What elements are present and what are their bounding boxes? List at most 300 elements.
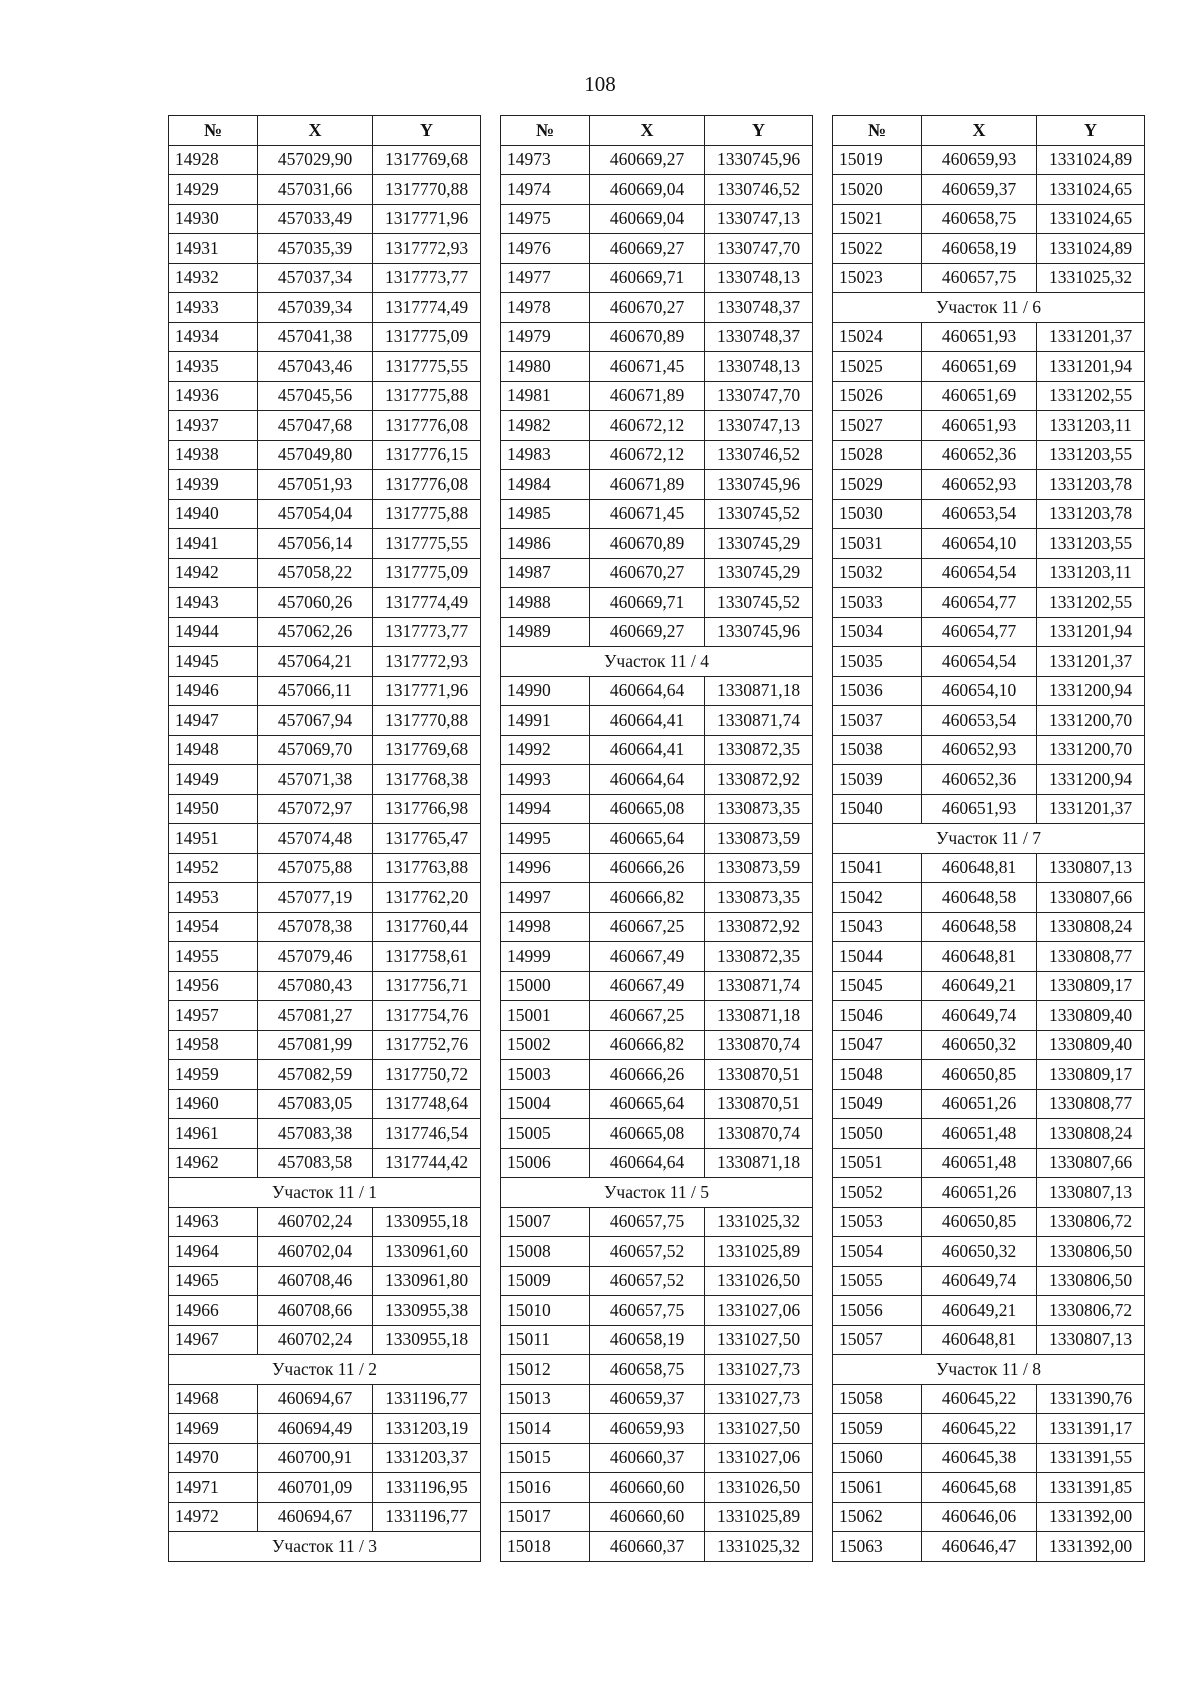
y-coordinate-cell: 1331201,94 [1037, 352, 1145, 382]
y-coordinate-cell: 1330748,37 [705, 293, 813, 323]
y-coordinate-cell: 1330807,66 [1037, 883, 1145, 913]
table-row [501, 1266, 813, 1296]
table-row [833, 1296, 1145, 1326]
y-coordinate-cell: 1331201,37 [1037, 647, 1145, 677]
x-coordinate-cell: 460669,27 [590, 617, 705, 647]
point-number-cell: 14960 [169, 1089, 258, 1119]
x-coordinate-cell: 460648,58 [922, 912, 1037, 942]
x-coordinate-cell: 460651,69 [922, 381, 1037, 411]
x-coordinate-cell: 457037,34 [258, 263, 373, 293]
coordinates-table-middle [500, 115, 813, 1562]
table-row [501, 440, 813, 470]
y-coordinate-cell: 1317766,98 [373, 794, 481, 824]
x-coordinate-cell: 460670,89 [590, 529, 705, 559]
section-label: Участок 11 / 2 [169, 1355, 481, 1385]
table-row [169, 411, 481, 441]
coordinates-table-left [168, 115, 481, 1562]
table-row [833, 1502, 1145, 1532]
y-coordinate-cell: 1330747,70 [705, 234, 813, 264]
y-coordinate-cell: 1331200,70 [1037, 735, 1145, 765]
table-row [833, 1414, 1145, 1444]
y-coordinate-cell: 1330870,74 [705, 1119, 813, 1149]
point-number-cell: 14988 [501, 588, 590, 618]
y-coordinate-cell: 1330873,35 [705, 794, 813, 824]
y-coordinate-cell: 1330872,35 [705, 735, 813, 765]
y-coordinate-cell: 1331202,55 [1037, 381, 1145, 411]
point-number-cell: 15034 [833, 617, 922, 647]
table-row [501, 1325, 813, 1355]
x-coordinate-cell: 460659,37 [922, 175, 1037, 205]
x-coordinate-cell: 457066,11 [258, 676, 373, 706]
table-row [501, 794, 813, 824]
point-number-cell: 14973 [501, 145, 590, 175]
section-label: Участок 11 / 8 [833, 1355, 1145, 1385]
x-coordinate-cell: 460654,77 [922, 617, 1037, 647]
table-row [169, 1266, 481, 1296]
table-row [833, 706, 1145, 736]
y-coordinate-cell: 1330746,52 [705, 175, 813, 205]
y-coordinate-cell: 1331025,32 [705, 1207, 813, 1237]
y-coordinate-cell: 1330872,35 [705, 942, 813, 972]
table-row [169, 1443, 481, 1473]
y-coordinate-cell: 1331025,89 [705, 1502, 813, 1532]
x-coordinate-cell: 457035,39 [258, 234, 373, 264]
point-number-cell: 14953 [169, 883, 258, 913]
y-coordinate-cell: 1317776,15 [373, 440, 481, 470]
point-number-cell: 15045 [833, 971, 922, 1001]
table-row [833, 411, 1145, 441]
table-row [169, 1473, 481, 1503]
section-label: Участок 11 / 6 [833, 293, 1145, 323]
table-row [501, 1532, 813, 1562]
table-row [501, 529, 813, 559]
x-coordinate-cell: 460702,24 [258, 1325, 373, 1355]
table-row [501, 1473, 813, 1503]
point-number-cell: 14957 [169, 1001, 258, 1031]
y-coordinate-cell: 1330871,74 [705, 706, 813, 736]
y-coordinate-cell: 1317775,09 [373, 322, 481, 352]
table-row [833, 1237, 1145, 1267]
section-label: Участок 11 / 1 [169, 1178, 481, 1208]
point-number-cell: 14982 [501, 411, 590, 441]
x-coordinate-cell: 460645,38 [922, 1443, 1037, 1473]
point-number-cell: 15023 [833, 263, 922, 293]
y-coordinate-cell: 1317769,68 [373, 735, 481, 765]
y-coordinate-cell: 1330808,24 [1037, 912, 1145, 942]
point-number-cell: 14970 [169, 1443, 258, 1473]
y-coordinate-cell: 1331026,50 [705, 1473, 813, 1503]
point-number-cell: 14998 [501, 912, 590, 942]
y-coordinate-cell: 1330745,96 [705, 617, 813, 647]
table-row [169, 676, 481, 706]
point-number-cell: 14942 [169, 558, 258, 588]
table-row [833, 735, 1145, 765]
x-coordinate-cell: 460654,77 [922, 588, 1037, 618]
x-coordinate-cell: 460671,89 [590, 381, 705, 411]
point-number-cell: 15008 [501, 1237, 590, 1267]
point-number-cell: 15063 [833, 1532, 922, 1562]
y-coordinate-cell: 1317775,88 [373, 381, 481, 411]
point-number-cell: 15036 [833, 676, 922, 706]
y-coordinate-cell: 1317775,88 [373, 499, 481, 529]
table-row [833, 942, 1145, 972]
y-coordinate-cell: 1331025,32 [1037, 263, 1145, 293]
point-number-cell: 15020 [833, 175, 922, 205]
x-coordinate-cell: 460669,71 [590, 263, 705, 293]
point-number-cell: 15009 [501, 1266, 590, 1296]
column-header-y: Y [373, 116, 481, 146]
y-coordinate-cell: 1317760,44 [373, 912, 481, 942]
y-coordinate-cell: 1331392,00 [1037, 1532, 1145, 1562]
table-row [501, 381, 813, 411]
table-row [169, 1089, 481, 1119]
x-coordinate-cell: 460645,68 [922, 1473, 1037, 1503]
table-row [169, 1119, 481, 1149]
point-number-cell: 14997 [501, 883, 590, 913]
x-coordinate-cell: 460708,46 [258, 1266, 373, 1296]
point-number-cell: 15044 [833, 942, 922, 972]
table-row [169, 175, 481, 205]
section-row [833, 1355, 1145, 1385]
y-coordinate-cell: 1330747,70 [705, 381, 813, 411]
y-coordinate-cell: 1331200,70 [1037, 706, 1145, 736]
x-coordinate-cell: 457074,48 [258, 824, 373, 854]
y-coordinate-cell: 1331025,32 [705, 1532, 813, 1562]
x-coordinate-cell: 460652,93 [922, 735, 1037, 765]
point-number-cell: 15015 [501, 1443, 590, 1473]
table-row [501, 617, 813, 647]
x-coordinate-cell: 460671,45 [590, 352, 705, 382]
point-number-cell: 15047 [833, 1030, 922, 1060]
table-row [501, 676, 813, 706]
y-coordinate-cell: 1330871,18 [705, 1148, 813, 1178]
point-number-cell: 15052 [833, 1178, 922, 1208]
table-row [833, 883, 1145, 913]
y-coordinate-cell: 1330809,40 [1037, 1030, 1145, 1060]
y-coordinate-cell: 1331203,78 [1037, 499, 1145, 529]
table-row [169, 145, 481, 175]
table-row [833, 440, 1145, 470]
y-coordinate-cell: 1317774,49 [373, 293, 481, 323]
point-number-cell: 15025 [833, 352, 922, 382]
y-coordinate-cell: 1331203,11 [1037, 411, 1145, 441]
y-coordinate-cell: 1330961,60 [373, 1237, 481, 1267]
x-coordinate-cell: 460666,26 [590, 1060, 705, 1090]
point-number-cell: 14986 [501, 529, 590, 559]
x-coordinate-cell: 460657,52 [590, 1266, 705, 1296]
x-coordinate-cell: 460670,27 [590, 293, 705, 323]
x-coordinate-cell: 460652,36 [922, 440, 1037, 470]
point-number-cell: 14965 [169, 1266, 258, 1296]
point-number-cell: 14990 [501, 676, 590, 706]
table-row [169, 1502, 481, 1532]
x-coordinate-cell: 460653,54 [922, 499, 1037, 529]
point-number-cell: 14979 [501, 322, 590, 352]
x-coordinate-cell: 460670,27 [590, 558, 705, 588]
table-row [501, 1384, 813, 1414]
point-number-cell: 14929 [169, 175, 258, 205]
x-coordinate-cell: 457031,66 [258, 175, 373, 205]
section-row [501, 1178, 813, 1208]
point-number-cell: 14947 [169, 706, 258, 736]
table-row [169, 765, 481, 795]
x-coordinate-cell: 460658,75 [590, 1355, 705, 1385]
table-row [169, 1060, 481, 1090]
table-row [169, 912, 481, 942]
column-header-y: Y [705, 116, 813, 146]
point-number-cell: 14948 [169, 735, 258, 765]
y-coordinate-cell: 1317744,42 [373, 1148, 481, 1178]
page-number: 108 [584, 72, 616, 96]
point-number-cell: 15035 [833, 647, 922, 677]
table-row [169, 1207, 481, 1237]
x-coordinate-cell: 460649,21 [922, 971, 1037, 1001]
x-coordinate-cell: 460648,58 [922, 883, 1037, 913]
table-row [833, 1325, 1145, 1355]
x-coordinate-cell: 460654,54 [922, 647, 1037, 677]
column-header-x: X [590, 116, 705, 146]
x-coordinate-cell: 457083,05 [258, 1089, 373, 1119]
table-row [833, 1148, 1145, 1178]
x-coordinate-cell: 457081,99 [258, 1030, 373, 1060]
point-number-cell: 14936 [169, 381, 258, 411]
section-row [501, 647, 813, 677]
table-row [169, 558, 481, 588]
table-row [833, 1207, 1145, 1237]
table-row [169, 971, 481, 1001]
x-coordinate-cell: 460660,60 [590, 1473, 705, 1503]
y-coordinate-cell: 1330872,92 [705, 765, 813, 795]
point-number-cell: 15059 [833, 1414, 922, 1444]
y-coordinate-cell: 1331390,76 [1037, 1384, 1145, 1414]
table-row [501, 352, 813, 382]
x-coordinate-cell: 460701,09 [258, 1473, 373, 1503]
table-row [169, 824, 481, 854]
point-number-cell: 15022 [833, 234, 922, 264]
x-coordinate-cell: 460702,24 [258, 1207, 373, 1237]
point-number-cell: 14993 [501, 765, 590, 795]
x-coordinate-cell: 460649,74 [922, 1001, 1037, 1031]
y-coordinate-cell: 1330807,13 [1037, 1178, 1145, 1208]
table-row [833, 1089, 1145, 1119]
y-coordinate-cell: 1330873,35 [705, 883, 813, 913]
x-coordinate-cell: 457083,58 [258, 1148, 373, 1178]
point-number-cell: 14939 [169, 470, 258, 500]
point-number-cell: 14969 [169, 1414, 258, 1444]
y-coordinate-cell: 1317771,96 [373, 204, 481, 234]
x-coordinate-cell: 457033,49 [258, 204, 373, 234]
point-number-cell: 15012 [501, 1355, 590, 1385]
table-row [501, 1119, 813, 1149]
table-row [833, 175, 1145, 205]
x-coordinate-cell: 457067,94 [258, 706, 373, 736]
y-coordinate-cell: 1317772,93 [373, 647, 481, 677]
y-coordinate-cell: 1317748,64 [373, 1089, 481, 1119]
point-number-cell: 14932 [169, 263, 258, 293]
y-coordinate-cell: 1317756,71 [373, 971, 481, 1001]
x-coordinate-cell: 460650,85 [922, 1207, 1037, 1237]
point-number-cell: 15028 [833, 440, 922, 470]
column-header-number: № [833, 116, 922, 146]
point-number-cell: 14951 [169, 824, 258, 854]
point-number-cell: 15051 [833, 1148, 922, 1178]
point-number-cell: 14977 [501, 263, 590, 293]
point-number-cell: 15001 [501, 1001, 590, 1031]
section-label: Участок 11 / 7 [833, 824, 1145, 854]
x-coordinate-cell: 460648,81 [922, 1325, 1037, 1355]
table-row [833, 381, 1145, 411]
y-coordinate-cell: 1330808,77 [1037, 1089, 1145, 1119]
y-coordinate-cell: 1330873,59 [705, 853, 813, 883]
y-coordinate-cell: 1317750,72 [373, 1060, 481, 1090]
x-coordinate-cell: 460664,41 [590, 735, 705, 765]
point-number-cell: 15017 [501, 1502, 590, 1532]
section-label: Участок 11 / 5 [501, 1178, 813, 1208]
x-coordinate-cell: 460657,75 [922, 263, 1037, 293]
x-coordinate-cell: 460667,49 [590, 971, 705, 1001]
point-number-cell: 14980 [501, 352, 590, 382]
table-row [833, 1266, 1145, 1296]
table-row [501, 735, 813, 765]
table-row [169, 1001, 481, 1031]
y-coordinate-cell: 1331196,77 [373, 1502, 481, 1532]
x-coordinate-cell: 460660,37 [590, 1532, 705, 1562]
table-row [833, 352, 1145, 382]
x-coordinate-cell: 460651,48 [922, 1119, 1037, 1149]
table-row [501, 293, 813, 323]
point-number-cell: 14974 [501, 175, 590, 205]
x-coordinate-cell: 460669,27 [590, 145, 705, 175]
y-coordinate-cell: 1330955,18 [373, 1325, 481, 1355]
point-number-cell: 15005 [501, 1119, 590, 1149]
x-coordinate-cell: 460651,26 [922, 1089, 1037, 1119]
section-label: Участок 11 / 3 [169, 1532, 481, 1562]
y-coordinate-cell: 1331027,50 [705, 1414, 813, 1444]
y-coordinate-cell: 1330745,52 [705, 588, 813, 618]
x-coordinate-cell: 457078,38 [258, 912, 373, 942]
section-row [169, 1178, 481, 1208]
y-coordinate-cell: 1331201,94 [1037, 617, 1145, 647]
point-number-cell: 15046 [833, 1001, 922, 1031]
table-row [833, 204, 1145, 234]
table-row [501, 765, 813, 795]
table-row [169, 204, 481, 234]
point-number-cell: 14992 [501, 735, 590, 765]
x-coordinate-cell: 460657,52 [590, 1237, 705, 1267]
x-coordinate-cell: 460666,82 [590, 883, 705, 913]
y-coordinate-cell: 1317771,96 [373, 676, 481, 706]
table-row [833, 1443, 1145, 1473]
table-row [833, 322, 1145, 352]
y-coordinate-cell: 1317775,55 [373, 352, 481, 382]
table-row [501, 824, 813, 854]
section-row [833, 824, 1145, 854]
y-coordinate-cell: 1331200,94 [1037, 676, 1145, 706]
y-coordinate-cell: 1331203,55 [1037, 440, 1145, 470]
point-number-cell: 14984 [501, 470, 590, 500]
x-coordinate-cell: 460700,91 [258, 1443, 373, 1473]
x-coordinate-cell: 457082,59 [258, 1060, 373, 1090]
y-coordinate-cell: 1331202,55 [1037, 588, 1145, 618]
y-coordinate-cell: 1331024,89 [1037, 234, 1145, 264]
y-coordinate-cell: 1317774,49 [373, 588, 481, 618]
point-number-cell: 14996 [501, 853, 590, 883]
point-number-cell: 14933 [169, 293, 258, 323]
y-coordinate-cell: 1330871,18 [705, 676, 813, 706]
column-header-y: Y [1037, 116, 1145, 146]
table-row [501, 322, 813, 352]
point-number-cell: 15053 [833, 1207, 922, 1237]
point-number-cell: 14962 [169, 1148, 258, 1178]
point-number-cell: 15054 [833, 1237, 922, 1267]
x-coordinate-cell: 460666,82 [590, 1030, 705, 1060]
x-coordinate-cell: 460664,41 [590, 706, 705, 736]
point-number-cell: 14935 [169, 352, 258, 382]
x-coordinate-cell: 457069,70 [258, 735, 373, 765]
table-row [833, 971, 1145, 1001]
point-number-cell: 15041 [833, 853, 922, 883]
x-coordinate-cell: 457079,46 [258, 942, 373, 972]
point-number-cell: 15007 [501, 1207, 590, 1237]
table-row [169, 440, 481, 470]
table-row [833, 1532, 1145, 1562]
y-coordinate-cell: 1330745,52 [705, 499, 813, 529]
x-coordinate-cell: 460649,21 [922, 1296, 1037, 1326]
table-header-row [501, 116, 813, 146]
x-coordinate-cell: 457049,80 [258, 440, 373, 470]
x-coordinate-cell: 457056,14 [258, 529, 373, 559]
x-coordinate-cell: 457071,38 [258, 765, 373, 795]
point-number-cell: 14966 [169, 1296, 258, 1326]
table-row [501, 1355, 813, 1385]
table-row [169, 883, 481, 913]
y-coordinate-cell: 1317776,08 [373, 411, 481, 441]
point-number-cell: 14937 [169, 411, 258, 441]
table-row [833, 558, 1145, 588]
point-number-cell: 14949 [169, 765, 258, 795]
x-coordinate-cell: 457054,04 [258, 499, 373, 529]
point-number-cell: 15061 [833, 1473, 922, 1503]
x-coordinate-cell: 460665,64 [590, 824, 705, 854]
point-number-cell: 15039 [833, 765, 922, 795]
x-coordinate-cell: 460664,64 [590, 1148, 705, 1178]
x-coordinate-cell: 460671,89 [590, 470, 705, 500]
x-coordinate-cell: 460708,66 [258, 1296, 373, 1326]
point-number-cell: 14955 [169, 942, 258, 972]
table-row [833, 794, 1145, 824]
point-number-cell: 15010 [501, 1296, 590, 1326]
table-row [169, 647, 481, 677]
y-coordinate-cell: 1331203,11 [1037, 558, 1145, 588]
table-row [501, 853, 813, 883]
point-number-cell: 15016 [501, 1473, 590, 1503]
x-coordinate-cell: 460659,93 [590, 1414, 705, 1444]
x-coordinate-cell: 460666,26 [590, 853, 705, 883]
table-row [501, 1030, 813, 1060]
table-row [169, 735, 481, 765]
point-number-cell: 15024 [833, 322, 922, 352]
point-number-cell: 15033 [833, 588, 922, 618]
table-row [169, 381, 481, 411]
point-number-cell: 15058 [833, 1384, 922, 1414]
table-row [169, 617, 481, 647]
y-coordinate-cell: 1330747,13 [705, 411, 813, 441]
column-header-number: № [501, 116, 590, 146]
x-coordinate-cell: 457045,56 [258, 381, 373, 411]
y-coordinate-cell: 1331391,55 [1037, 1443, 1145, 1473]
y-coordinate-cell: 1317763,88 [373, 853, 481, 883]
table-row [833, 1001, 1145, 1031]
